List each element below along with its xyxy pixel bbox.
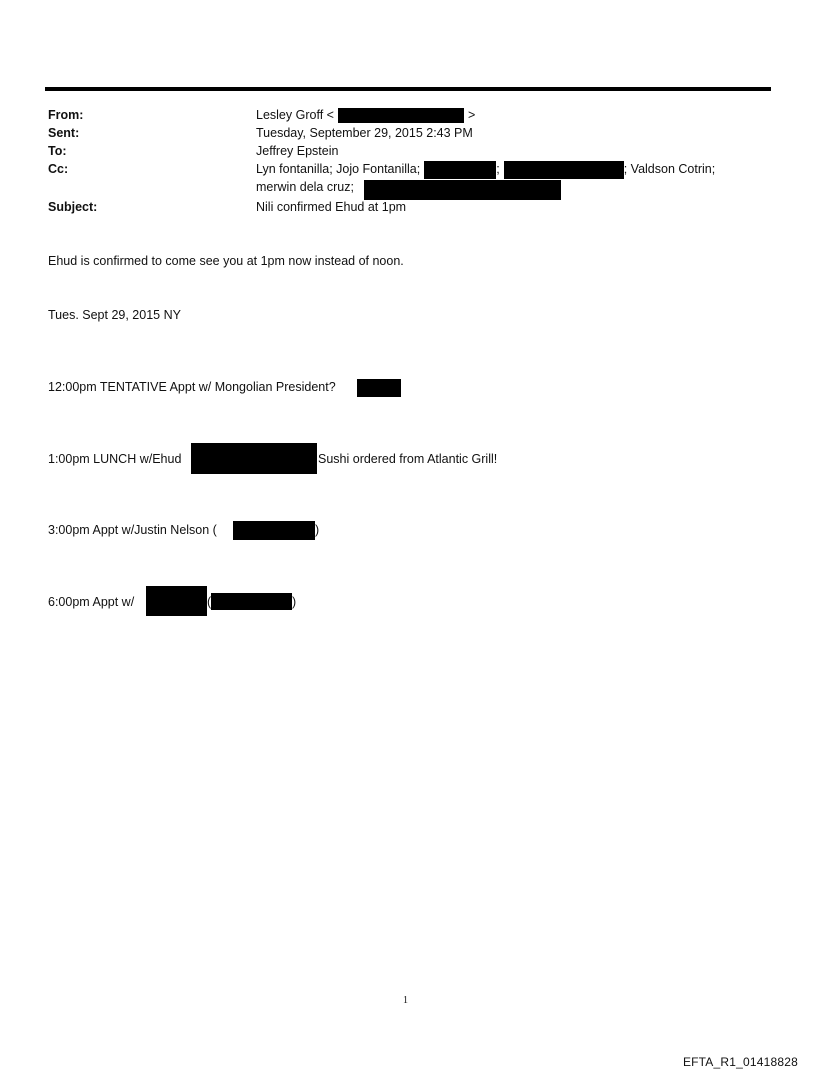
sent-value: Tuesday, September 29, 2015 2:43 PM [256, 126, 473, 140]
cc-value-line2 [256, 178, 354, 196]
appointment-3-close: ) [315, 523, 320, 537]
appointment-2-note: Sushi ordered from Atlantic Grill! [318, 452, 498, 466]
appointment-4-open: ( [207, 595, 212, 609]
appointment-text: 6:00pm Appt w/ [48, 595, 135, 609]
from-name: Lesley Groff < [256, 108, 334, 122]
redaction-block [424, 161, 496, 179]
appointment-2 [48, 450, 181, 468]
redaction-block [233, 521, 315, 540]
cc-value-line1 [256, 160, 715, 179]
redaction-block [504, 161, 624, 179]
redaction-block [211, 593, 292, 610]
appointment-3 [48, 521, 217, 539]
page-number: 1 [403, 995, 408, 1006]
cc-names-c: merwin dela cruz; [256, 180, 354, 194]
subject-label: Subject: [48, 200, 98, 214]
appointment-text: 3:00pm Appt w/Justin Nelson ( [48, 523, 217, 537]
document-id: EFTA_R1_01418828 [682, 1055, 798, 1069]
sent-label: Sent: [48, 126, 80, 140]
redaction-block [338, 108, 464, 123]
subject-value: Nili confirmed Ehud at 1pm [256, 200, 407, 214]
appointment-1 [48, 378, 336, 396]
body-text: Ehud is confirmed to come see you at 1pm now instead of noon. [48, 254, 404, 268]
appointment-text: 1:00pm LUNCH w/Ehud [48, 452, 182, 466]
header-rule [45, 87, 771, 91]
from-close: > [467, 108, 476, 122]
from-label: From: [48, 108, 84, 122]
redaction-block [146, 586, 207, 616]
to-value: Jeffrey Epstein [256, 144, 339, 158]
redaction-block [191, 443, 317, 474]
appointment-4 [48, 593, 134, 611]
date-line: Tues. Sept 29, 2015 NY [48, 308, 181, 322]
cc-names-a: Lyn fontanilla; Jojo Fontanilla; [256, 162, 421, 176]
from-value [256, 106, 475, 124]
appointment-text: 12:00pm TENTATIVE Appt w/ Mongolian President? [48, 380, 336, 394]
redaction-block [357, 379, 401, 397]
cc-label: Cc: [48, 162, 69, 176]
cc-names-b: ; Valdson Cotrin; [623, 162, 716, 176]
cc-separator: ; [496, 162, 500, 176]
appointment-4-close: ) [292, 595, 297, 609]
to-label: To: [48, 144, 67, 158]
redaction-block [364, 180, 561, 200]
